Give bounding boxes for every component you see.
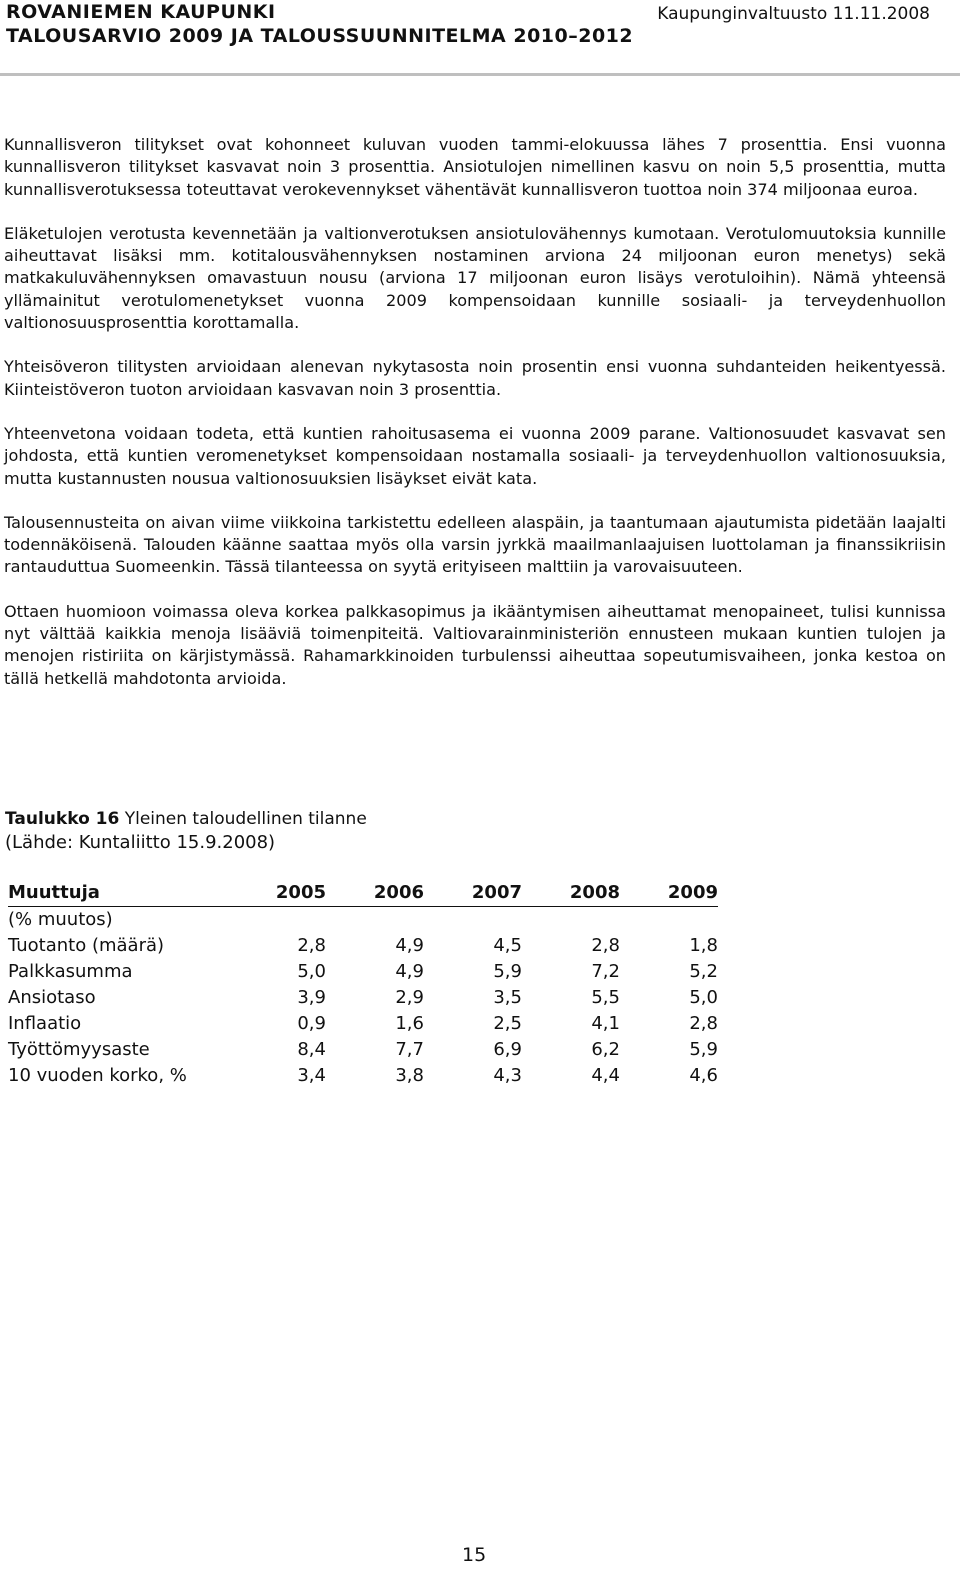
table-cell: 6,2 <box>591 1039 620 1060</box>
table-source: (Lähde: Kuntaliitto 15.9.2008) <box>5 832 276 853</box>
paragraph: Talousennusteita on aivan viime viikkoina tarkistettu edelleen alaspäin, ja taantumaan ajautumista pidetään laajalti todennäköisenä. Talouden käänne saattaa myös olla varsin jyrkkä maailmanlaajuisen luottolaman ja finanssikriisin rantauduttua Suomeenkin. Tässä tilanteessa on syytä erityiseen malttiin ja varovaisuuteen. <box>4 512 946 577</box>
page-number: 15 <box>462 1544 487 1566</box>
table-title: Yleinen taloudellinen tilanne <box>124 809 367 829</box>
table-cell: 1,6 <box>395 1013 424 1034</box>
organization-name: ROVANIEMEN KAUPUNKI <box>6 1 276 23</box>
table-cell: 7,2 <box>591 961 620 982</box>
table-caption <box>5 808 367 854</box>
row-label: Ansiotaso <box>8 987 96 1008</box>
table-cell: 2,9 <box>395 987 424 1008</box>
table-cell: 5,2 <box>689 961 718 982</box>
table-cell: 5,9 <box>493 961 522 982</box>
table-row <box>8 933 718 959</box>
table-label: Taulukko 16 <box>5 809 120 829</box>
table-cell: 2,8 <box>591 935 620 956</box>
table-row <box>8 959 718 985</box>
paragraph: Yhteisöveron tilitysten arvioidaan alenevan nykytasosta noin prosentin ensi vuonna suhdanteiden heikentyessä. Kiinteistöveron tuoton arvioidaan kasvavan noin 3 prosenttia. <box>4 357 946 399</box>
meeting-date: Kaupunginvaltuusto 11.11.2008 <box>657 4 930 24</box>
row-label: Inflaatio <box>8 1013 82 1034</box>
paragraph: Yhteenvetona voidaan todeta, että kuntien rahoitusasema ei vuonna 2009 parane. Valtionosuudet kasvavat sen johdosta, että kuntien veromenetykset kompensoidaan nostamalla sosiaali- ja terveydenhuollon valtionosuuksia, mutta kustannusten nousua valtionosuuksien lisäykset eivät kata. <box>4 423 946 488</box>
table-header-row <box>8 880 718 907</box>
column-header-year: 2006 <box>326 880 424 907</box>
unit-label: (% muutos) <box>8 909 113 930</box>
page-header <box>0 0 960 76</box>
table-cell: 5,9 <box>689 1039 718 1060</box>
document-title: TALOUSARVIO 2009 JA TALOUSSUUNNITELMA 2010–2012 <box>6 25 634 47</box>
table-cell: 6,9 <box>493 1039 522 1060</box>
table-cell: 1,8 <box>689 935 718 956</box>
column-header-year: 2005 <box>228 880 326 907</box>
column-header-year: 2008 <box>522 880 620 907</box>
table-cell: 5,5 <box>591 987 620 1008</box>
body-text <box>4 134 946 712</box>
table-cell: 3,8 <box>395 1065 424 1086</box>
table-cell: 3,9 <box>297 987 326 1008</box>
table-cell: 2,5 <box>493 1013 522 1034</box>
table-cell: 8,4 <box>297 1039 326 1060</box>
table-cell: 5,0 <box>297 961 326 982</box>
economic-table <box>8 880 718 1089</box>
table-cell: 4,9 <box>395 935 424 956</box>
table-cell: 7,7 <box>395 1039 424 1060</box>
table-cell: 0,9 <box>297 1013 326 1034</box>
paragraph: Ottaen huomioon voimassa oleva korkea palkkasopimus ja ikääntymisen aiheuttamat menopaineet, tulisi kunnissa nyt välttää kaikkia menoja lisääviä toimenpiteitä. Valtiovarainministeriön ennusteen mukaan kuntien tulojen ja menojen ristiriita on kärjistymässä. Rahamarkkinoiden turbulenssi aiheuttaa sopeutumisvaiheen, jonka kestoa on tällä hetkellä mahdotonta arvioida. <box>4 601 946 688</box>
table-cell: 2,8 <box>689 1013 718 1034</box>
table-row <box>8 1011 718 1037</box>
table-cell: 4,5 <box>493 935 522 956</box>
table-cell: 4,4 <box>591 1065 620 1086</box>
row-label: Työttömyysaste <box>8 1039 150 1060</box>
row-label: Tuotanto (määrä) <box>8 935 165 956</box>
column-header-variable: Muuttuja <box>8 880 228 907</box>
table-cell: 4,3 <box>493 1065 522 1086</box>
table-cell: 4,6 <box>689 1065 718 1086</box>
table-row <box>8 985 718 1011</box>
row-label: 10 vuoden korko, % <box>8 1065 187 1086</box>
table-row <box>8 1037 718 1063</box>
column-header-year: 2009 <box>620 880 718 907</box>
table-cell: 4,9 <box>395 961 424 982</box>
column-header-year: 2007 <box>424 880 522 907</box>
table-cell: 4,1 <box>591 1013 620 1034</box>
header-rule <box>0 73 960 76</box>
table-cell: 3,5 <box>493 987 522 1008</box>
paragraph: Kunnallisveron tilitykset ovat kohonneet kuluvan vuoden tammi-elokuussa lähes 7 prosenttia. Ensi vuonna kunnallisveron tilitykset kasvavat noin 3 prosenttia. Ansiotulojen nimellinen kasvu on noin 5,5 prosenttia, mutta kunnallisverotuksessa toteuttavat verokevennykset vähentävät kunnallisveron tuottoa noin 374 miljoonaa euroa. <box>4 135 946 199</box>
table-subheader-row <box>8 907 718 934</box>
table-row <box>8 1063 718 1089</box>
table-cell: 3,4 <box>297 1065 326 1086</box>
row-label: Palkkasumma <box>8 961 133 982</box>
table-cell: 5,0 <box>689 987 718 1008</box>
paragraph: Eläketulojen verotusta kevennetään ja valtionverotuksen ansiotulovähennys kumotaan. Verotulomuutoksia kunnille aiheuttavat lisäksi mm. kotitalousvähennyksen nostaminen arviona 24 miljoonan euron menetys) sekä matkakuluvähennyksen omavastuun nousu (arviona 17 miljoonan euron lisäys verotuloihin). Nämä yhteensä yllämainitut verotulomenetykset vuonna 2009 kompensoidaan kunnille sosiaali- ja terveydenhuollon valtionosuusprosenttia korottamalla. <box>4 223 946 333</box>
table-cell: 2,8 <box>297 935 326 956</box>
